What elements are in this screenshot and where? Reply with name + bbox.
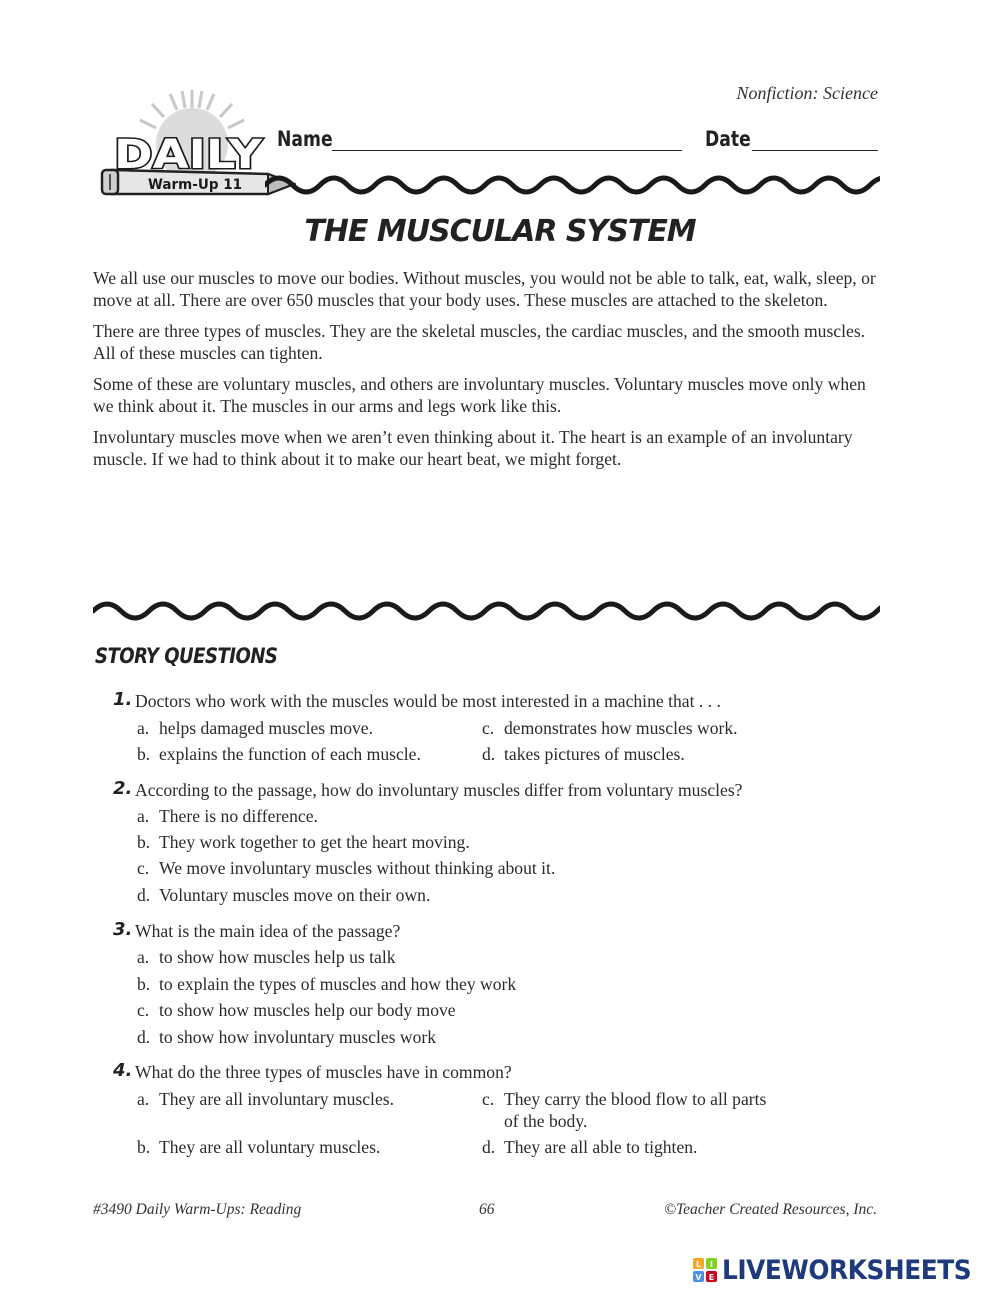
answer-option-2d[interactable]	[137, 884, 430, 906]
question-number: 3.	[113, 919, 133, 940]
date-field[interactable]	[752, 150, 878, 151]
option-letter: b.	[137, 744, 151, 764]
option-text: Voluntary muscles move on their own.	[159, 885, 431, 905]
option-letter: a.	[137, 806, 150, 826]
liveworksheets-wordmark: LIVEWORKSHEETS	[722, 1254, 972, 1286]
option-text: They are all voluntary muscles.	[159, 1137, 381, 1157]
question-text: What is the main idea of the passage?	[135, 921, 401, 941]
question-text: What do the three types of muscles have in common?	[135, 1062, 512, 1082]
story-questions-heading: STORY QUESTIONS	[95, 644, 278, 668]
option-letter: d.	[482, 744, 496, 764]
option-text: They work together to get the heart moving.	[159, 832, 470, 852]
option-text: explains the function of each muscle.	[159, 744, 421, 764]
option-letter: b.	[137, 1137, 151, 1157]
name-field[interactable]	[332, 150, 682, 151]
logo-word: DAILY	[114, 132, 264, 178]
answer-option-3b[interactable]	[137, 973, 516, 995]
footer-copyright: ©Teacher Created Resources, Inc.	[664, 1201, 877, 1218]
question-number: 2.	[113, 778, 133, 799]
question-number: 4.	[113, 1060, 133, 1081]
option-text: demonstrates how muscles work.	[504, 718, 738, 738]
page-title: THE MUSCULAR SYSTEM	[304, 214, 696, 249]
answer-option-2b[interactable]	[137, 831, 470, 853]
passage-paragraph: Involuntary muscles move when we aren’t even thinking about it. The heart is an example of an involuntary muscle. If we had to think about it to make our heart beat, we might forget.	[93, 427, 853, 469]
option-text: They carry the blood flow to all parts	[504, 1089, 767, 1109]
svg-text:I: I	[710, 1260, 713, 1269]
answer-option-4c[interactable]	[482, 1088, 766, 1132]
question-number: 1.	[113, 689, 133, 710]
wavy-divider-top	[265, 170, 880, 200]
answer-option-3d[interactable]	[137, 1026, 436, 1048]
question-text: According to the passage, how do involuntary muscles differ from voluntary muscles?	[135, 780, 743, 800]
answer-option-1d[interactable]	[482, 743, 685, 765]
name-label: Name	[277, 127, 333, 151]
logo-subtitle: Warm-Up 11	[148, 177, 242, 193]
option-letter: c.	[482, 1089, 495, 1109]
option-text: There is no difference.	[159, 806, 318, 826]
footer-book-title: #3490 Daily Warm-Ups: Reading	[93, 1201, 302, 1218]
option-text: We move involuntary muscles without thinking about it.	[159, 858, 556, 878]
option-text: to show how muscles help our body move	[159, 1000, 456, 1020]
answer-option-1a[interactable]	[137, 717, 373, 739]
option-letter: c.	[137, 1000, 150, 1020]
option-text: to show how involuntary muscles work	[159, 1027, 437, 1047]
answer-option-4b[interactable]	[137, 1136, 380, 1158]
answer-option-1b[interactable]	[137, 743, 421, 765]
option-letter: c.	[137, 858, 150, 878]
option-text: They are all able to tighten.	[504, 1137, 698, 1157]
option-letter: b.	[137, 974, 151, 994]
svg-text:V: V	[695, 1273, 702, 1282]
option-letter: a.	[137, 718, 150, 738]
option-letter: b.	[137, 832, 151, 852]
question-text: Doctors who work with the muscles would be most interested in a machine that . . .	[135, 691, 721, 711]
option-letter: a.	[137, 947, 150, 967]
answer-option-3a[interactable]	[137, 946, 396, 968]
option-letter: c.	[482, 718, 495, 738]
wavy-divider-middle	[93, 596, 880, 626]
date-label: Date	[705, 127, 751, 151]
answer-option-3c[interactable]	[137, 999, 456, 1021]
option-letter: d.	[137, 885, 151, 905]
option-text: to show how muscles help us talk	[159, 947, 396, 967]
option-letter: d.	[137, 1027, 151, 1047]
passage-paragraph: We all use our muscles to move our bodies. Without muscles, you would not be able to talk, eat, walk, sleep, or move at all. There are over 650 muscles that your body uses. These muscles are attached to the skeleton.	[93, 268, 876, 310]
liveworksheets-logo[interactable]	[692, 1254, 993, 1286]
passage-paragraph: There are three types of muscles. They are the skeletal muscles, the cardiac muscles, and the smooth muscles. All of these muscles can tighten.	[93, 321, 866, 363]
option-text: helps damaged muscles move.	[159, 718, 374, 738]
reading-passage	[93, 267, 883, 479]
footer-page-number: 66	[479, 1201, 495, 1218]
svg-text:E: E	[708, 1273, 715, 1282]
option-letter: a.	[137, 1089, 150, 1109]
option-letter: d.	[482, 1137, 496, 1157]
passage-paragraph: Some of these are voluntary muscles, and others are involuntary muscles. Voluntary muscles move only when we think about it. The muscles in our arms and legs work like this.	[93, 374, 866, 416]
answer-option-4d[interactable]	[482, 1136, 697, 1158]
option-text: takes pictures of muscles.	[504, 744, 685, 764]
svg-text:L: L	[695, 1260, 702, 1269]
answer-option-1c[interactable]	[482, 717, 738, 739]
subject-label: Nonfiction: Science	[736, 83, 878, 103]
option-text-continued: of the body.	[504, 1111, 588, 1131]
liveworksheets-icon	[692, 1257, 718, 1283]
option-text: They are all involuntary muscles.	[159, 1089, 394, 1109]
answer-option-2c[interactable]	[137, 857, 555, 879]
answer-option-2a[interactable]	[137, 805, 318, 827]
option-text: to explain the types of muscles and how they work	[159, 974, 517, 994]
answer-option-4a[interactable]	[137, 1088, 394, 1110]
